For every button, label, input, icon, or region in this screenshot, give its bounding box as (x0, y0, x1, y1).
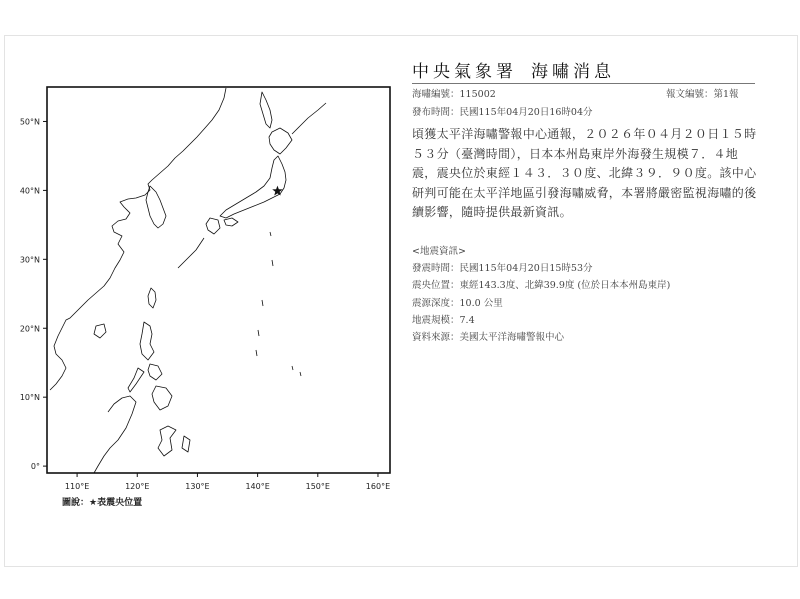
quake-info-row (412, 329, 757, 346)
x-axis-ticks (65, 473, 390, 491)
bulletin-title (412, 57, 615, 82)
epicenter-map (0, 0, 420, 515)
tsunami-number-label: 海嘯編號： (412, 89, 460, 100)
origin-time-value: 民國115年04月20日15時53分 (459, 263, 593, 275)
y-axis-ticks (20, 117, 47, 471)
source-label: 資料來源： (412, 332, 460, 344)
source-value: 美國太平洋海嘯警報中心 (459, 332, 565, 344)
y-tick-label: 40°N (19, 186, 40, 196)
issue-time-label: 發布時間： (412, 107, 460, 118)
epicenter-label: 震央位置： (412, 280, 460, 292)
quake-info-row (412, 260, 757, 277)
map-frame (47, 87, 390, 473)
x-tick-label: 110°E (64, 482, 90, 491)
origin-time-label: 發震時間： (412, 263, 460, 275)
quake-info-row (412, 277, 757, 294)
report-number (666, 86, 739, 100)
title-rule (412, 83, 755, 84)
magnitude-label: 地震規模： (412, 314, 460, 326)
x-tick-label: 140°E (245, 482, 270, 491)
bulletin-type: 海嘯消息 (531, 62, 615, 82)
y-tick-label: 0° (30, 462, 40, 472)
depth-value: 10.0 公里 (459, 297, 503, 309)
quake-info-row (412, 312, 757, 329)
tsunami-number-value: 115002 (459, 89, 496, 100)
x-tick-label: 160°E (365, 482, 391, 491)
issue-time-value: 民國115年04月20日16時04分 (459, 107, 593, 118)
x-tick-label: 130°E (185, 482, 210, 491)
quake-info (412, 243, 757, 346)
y-tick-label: 10°N (19, 393, 40, 403)
depth-label: 震源深度： (412, 297, 460, 309)
x-tick-label: 120°E (125, 482, 150, 491)
y-tick-label: 30°N (19, 255, 40, 265)
issue-time (412, 104, 593, 118)
epicenter-value: 東經143.3度、北緯39.9度 (位於日本本州島東岸) (459, 280, 671, 292)
report-number-label: 報文編號： (666, 89, 714, 100)
quake-info-heading: <地震資訊> (412, 246, 466, 257)
map-legend: 圖說：★表震央位置 (62, 498, 143, 508)
report-number-value: 第1報 (713, 89, 739, 100)
quake-info-row (412, 295, 757, 312)
y-tick-label: 50°N (19, 117, 40, 127)
y-tick-label: 20°N (19, 324, 40, 334)
tsunami-number (412, 86, 496, 100)
bulletin-message: 頃獲太平洋海嘯警報中心通報，２０２６年０４月２０日１５時５３分（臺灣時間），日本本州島東岸外海發生規模７．４地震，震央位於東經１４３．３０度、北緯３９．９０度。該中心研判可能在太平洋地區引發海嘯威脅，本署將嚴密監視海嘯的後續影響，隨時提供最新資訊。 (412, 127, 757, 220)
magnitude-value: 7.4 (459, 314, 475, 326)
x-tick-label: 150°E (305, 482, 330, 491)
agency-name: 中央氣象署 (412, 62, 517, 82)
